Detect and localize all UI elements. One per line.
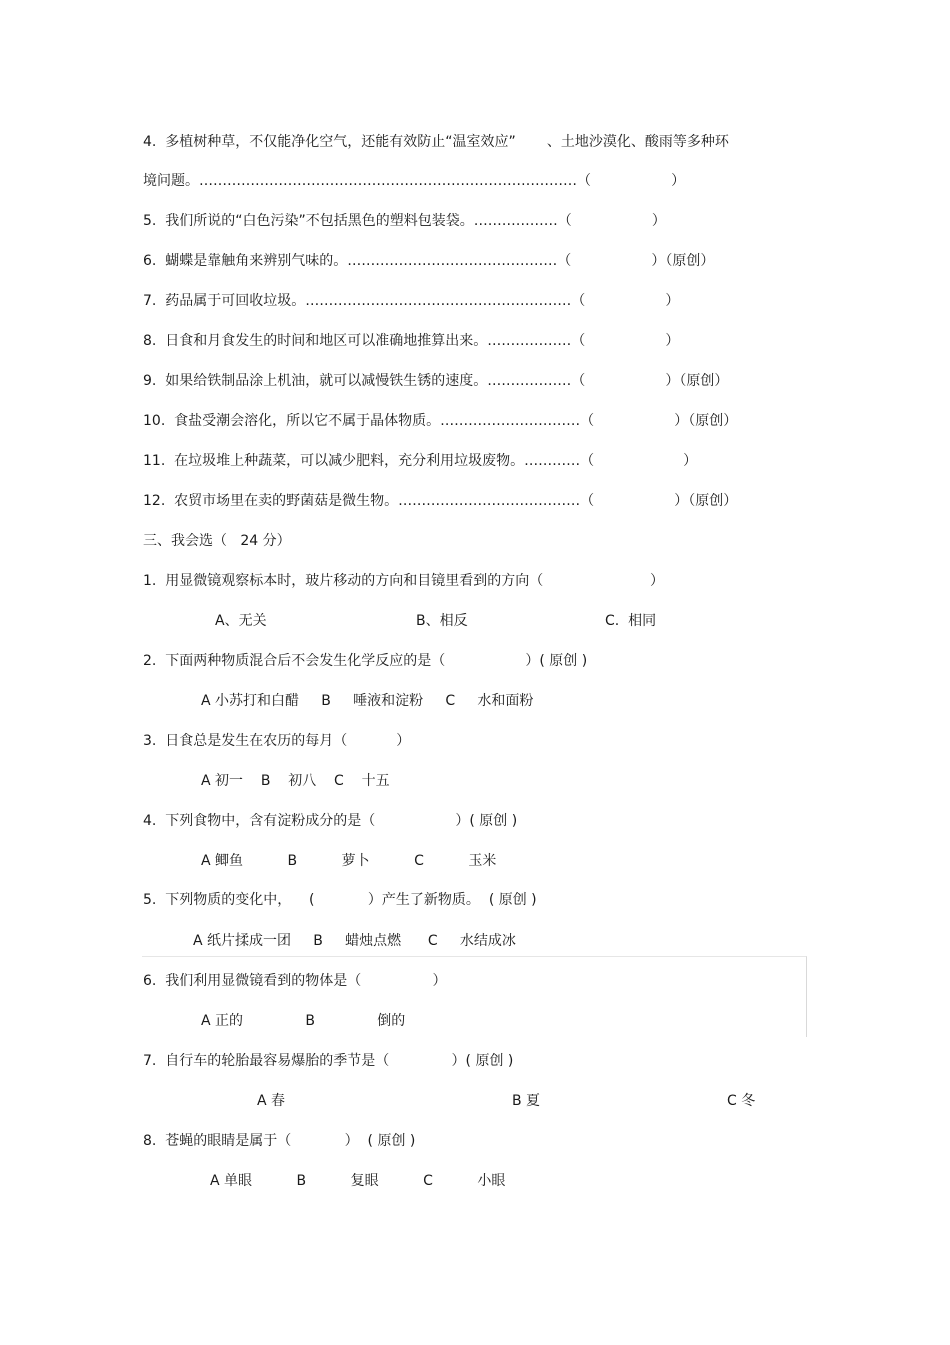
judge-line-4a: 4. 多植树种草，不仅能净化空气，还能有效防止“温室效应” 、土地沙漠化、酸雨等多种环 — [143, 134, 729, 150]
choice-1-option-b: B、相反 — [416, 613, 468, 629]
choice-question-4: 4. 下列食物中，含有淀粉成分的是（ ）( 原创 ) — [143, 813, 518, 829]
judge-line-8: 8. 日食和月食发生的时间和地区可以准确地推算出来。………………（ ） — [143, 333, 680, 349]
judge-line-4b: 境问题。………………………………………………………………………（ ） — [143, 173, 686, 189]
choice-question-8: 8. 苍蝇的眼睛是属于（ ） ( 原创 ) — [143, 1133, 416, 1149]
choice-1-option-a: A、无关 — [215, 613, 267, 629]
choice-5-options: A 纸片揉成一团 B 蜡烛点燃 C 水结成冰 — [193, 933, 516, 949]
judge-line-6: 6. 蝴蝶是靠触角来辨别气味的。………………………………………（ ）（原创） — [143, 253, 715, 269]
choice-6-options: A 正的 B 倒的 — [201, 1013, 406, 1029]
section-title: 三、我会选（ 24 分） — [143, 533, 291, 549]
choice-7-option-a: A 春 — [257, 1093, 286, 1109]
judge-line-12: 12. 农贸市场里在卖的野菌菇是微生物。…………………………………（ ）（原创） — [143, 493, 738, 509]
choice-question-6: 6. 我们利用显微镜看到的物体是（ ） — [143, 973, 447, 989]
choice-1-option-c: C. 相同 — [605, 613, 657, 629]
judge-line-7: 7. 药品属于可回收垃圾。…………………………………………………（ ） — [143, 293, 680, 309]
choice-7-option-c: C 冬 — [727, 1093, 756, 1109]
choice-question-2: 2. 下面两种物质混合后不会发生化学反应的是（ ）( 原创 ) — [143, 653, 588, 669]
choice-question-3: 3. 日食总是发生在农历的每月（ ） — [143, 733, 411, 749]
judge-line-11: 11. 在垃圾堆上种蔬菜，可以减少肥料，充分利用垃圾废物。…………（ ） — [143, 453, 698, 469]
choice-7-option-b: B 夏 — [512, 1093, 541, 1109]
choice-8-options: A 单眼 B 复眼 C 小眼 — [210, 1173, 506, 1189]
choice-3-options: A 初一 B 初八 C 十五 — [201, 773, 390, 789]
choice-question-1: 1. 用显微镜观察标本时，玻片移动的方向和目镜里看到的方向（ ） — [143, 573, 665, 589]
choice-4-options: A 鲫鱼 B 萝卜 C 玉米 — [201, 853, 497, 869]
judge-line-10: 10. 食盐受潮会溶化，所以它不属于晶体物质。…………………………（ ）（原创） — [143, 413, 738, 429]
choice-question-5: 5. 下列物质的变化中， ( ）产生了新物质。 ( 原创 ) — [143, 892, 537, 908]
choice-2-options: A 小苏打和白醋 B 唾液和淀粉 C 水和面粉 — [201, 693, 534, 709]
judge-line-9: 9. 如果给铁制品涂上机油，就可以减慢铁生锈的速度。………………（ ）（原创） — [143, 373, 729, 389]
choice-question-7: 7. 自行车的轮胎最容易爆胎的季节是（ ）( 原创 ) — [143, 1053, 514, 1069]
judge-line-5: 5. 我们所说的“白色污染”不包括黑色的塑料包装袋。………………（ ） — [143, 213, 666, 229]
